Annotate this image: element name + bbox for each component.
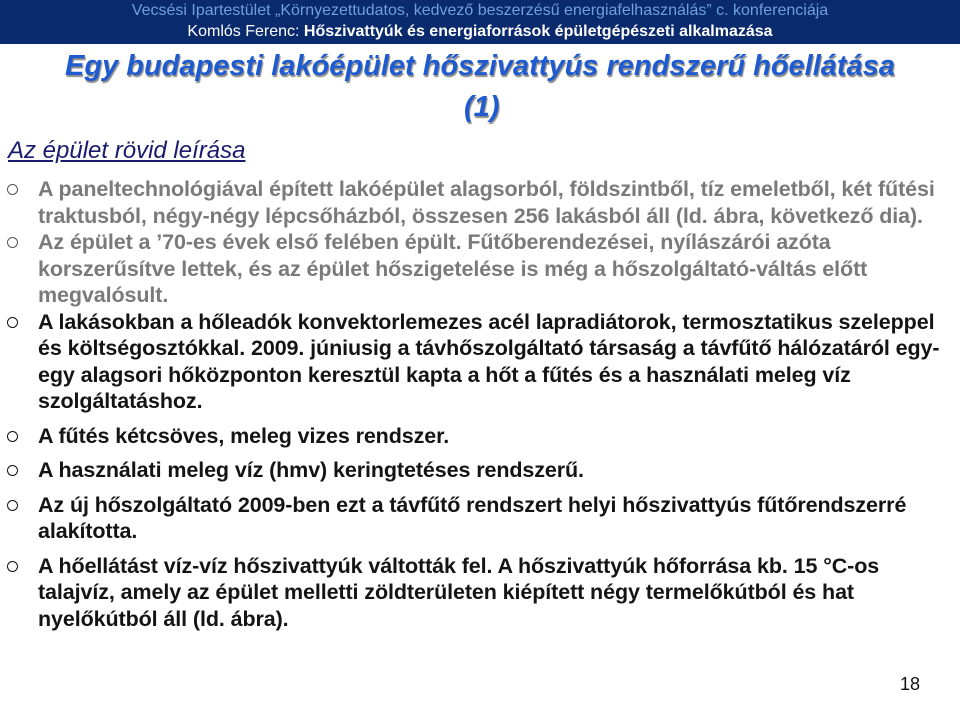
circle-bullet-icon	[7, 500, 18, 511]
bullet-text: A fűtés kétcsöves, meleg vizes rendszer.	[38, 423, 450, 448]
bullet-text: Az új hőszolgáltató 2009-ben ezt a távfűtő rendszert helyi hőszivattyús fűtőrendszerré alakította.	[38, 492, 907, 543]
list-item	[0, 423, 960, 450]
author-name: Komlós Ferenc:	[187, 23, 304, 40]
spacer	[0, 449, 960, 457]
bullet-text: A paneltechnológiával épített lakóépület alagsorból, földszintből, tíz emeletből, két fűtési traktusból, négy-négy lépcsőházból, összesen 256 lakásból áll (ld. ábra, következő dia).	[38, 177, 935, 228]
bullet-text: Az épület a ’70-es évek első felében épült. Fűtőberendezései, nyílászárói azóta korszerűsítve lettek, és az épület hőszigetelése is még a hőszolgáltató-váltás előtt megvalósult.	[38, 230, 868, 307]
bullet-list	[0, 176, 960, 632]
circle-bullet-icon	[7, 561, 18, 572]
conference-title: Vecsési Ipartestület „Környezettudatos, kedvező beszerzésű energiafelhasználás” c. konferenciája	[131, 2, 829, 19]
circle-bullet-icon	[7, 317, 18, 328]
presentation-byline	[0, 22, 960, 42]
page-number: 18	[900, 674, 921, 694]
list-item	[0, 176, 960, 229]
spacer	[0, 415, 960, 423]
list-item	[0, 457, 960, 484]
list-item	[0, 309, 960, 415]
spacer	[0, 545, 960, 553]
slide-subtitle: Az épület rövid leírása	[8, 137, 246, 164]
presentation-subject: Hőszivattyúk és energiaforrások épületgépészeti alkalmazása	[303, 23, 773, 40]
spacer	[0, 484, 960, 492]
bullet-text: A lakásokban a hőleadók konvektorlemezes acél lapradiátorok, termosztatikus szeleppel és költségosztókkal. 2009. júniusig a távhőszolgáltató társaság a távfűtő hálózatáról egy-egy alagsori hőközponton keresztül kapta a hőt a fűtés és a használati meleg víz szolgáltatáshoz.	[38, 309, 940, 413]
circle-bullet-icon	[7, 184, 18, 195]
bullet-text: A hőellátást víz-víz hőszivattyúk váltották fel. A hőszivattyúk hőforrása kb. 15 °C-os talajvíz, amely az épület melletti zöldterületen kiépített négy termelőkútból és hat nyelőkútból áll (ld. ábra).	[38, 553, 880, 631]
header-bar	[0, 0, 960, 44]
slide-title: Egy budapesti lakóépület hőszivattyús rendszerű hőellátása	[65, 50, 895, 82]
list-item	[0, 229, 960, 309]
list-item	[0, 553, 960, 633]
list-item	[0, 492, 960, 545]
bullet-text: A használati meleg víz (hmv) keringtetéses rendszerű.	[38, 458, 584, 482]
circle-bullet-icon	[7, 237, 18, 248]
circle-bullet-icon	[7, 465, 18, 476]
circle-bullet-icon	[7, 431, 18, 442]
slide-title-number: (1)	[464, 91, 500, 123]
